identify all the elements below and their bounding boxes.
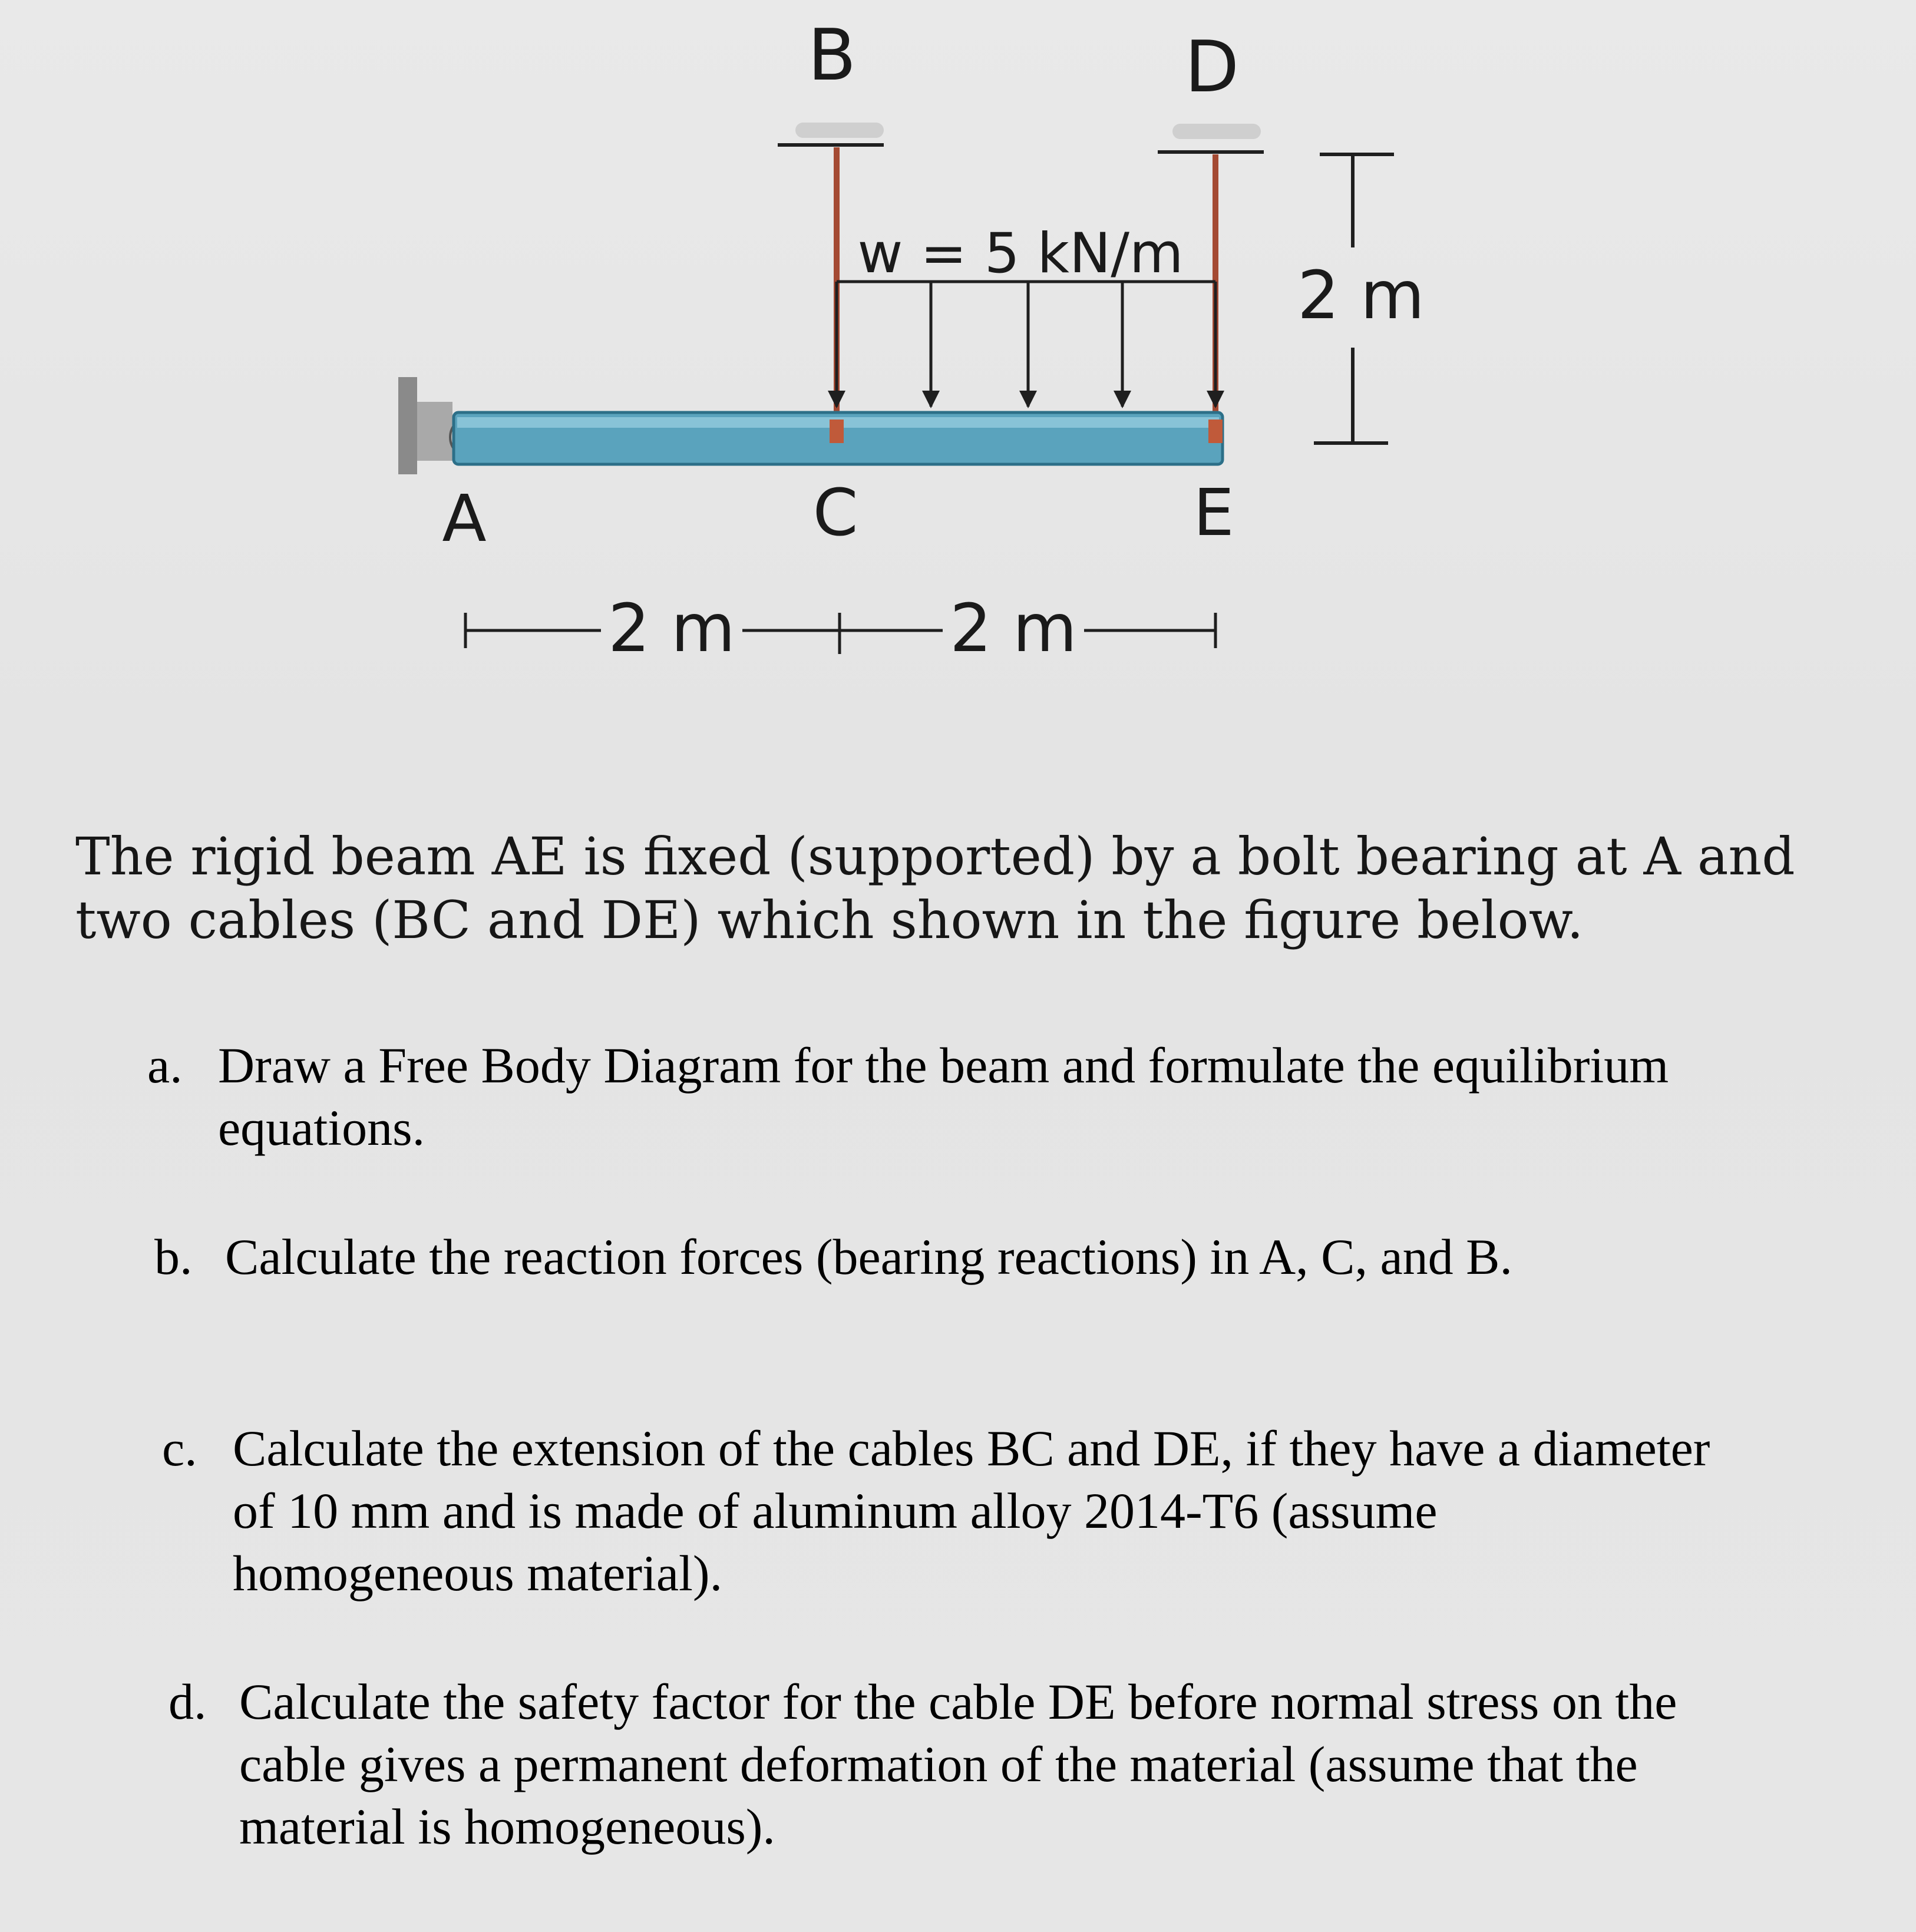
part-b-text: Calculate the reaction forces (bearing reactions) in A, C, and B. xyxy=(225,1228,1513,1285)
part-a xyxy=(147,1034,1679,1159)
part-a-letter: a. xyxy=(147,1037,183,1094)
span-dimension xyxy=(465,613,1215,654)
label-b: B xyxy=(807,15,857,97)
label-a: A xyxy=(442,481,487,556)
part-d-text: Calculate the safety factor for the cable DE before normal stress on the cable gives a permanent deformation of the material (assume that the material is homogeneous). xyxy=(239,1673,1677,1855)
label-d: D xyxy=(1184,27,1240,108)
part-a-text: Draw a Free Body Diagram for the beam and formulate the equilibrium equations. xyxy=(218,1037,1669,1156)
attachment-e xyxy=(1208,420,1223,443)
part-c-text: Calculate the extension of the cables BC and DE, if they have a diameter of 10 mm and is made of aluminum alloy 2014-T6 (assume homogeneous material). xyxy=(233,1420,1710,1601)
part-b-letter: b. xyxy=(154,1228,193,1285)
ceiling-support-b xyxy=(778,123,884,145)
distributed-load xyxy=(837,282,1215,407)
attachment-c xyxy=(830,420,844,443)
part-c-letter: c. xyxy=(162,1420,197,1477)
part-d-letter: d. xyxy=(169,1673,207,1730)
cable-length-label: 2 m xyxy=(1297,257,1425,334)
part-b xyxy=(154,1226,1804,1288)
problem-intro: The rigid beam AE is fixed (supported) by a bolt bearing at A and two cables (BC and DE) which shown in the figure below. xyxy=(75,826,1795,950)
label-e: E xyxy=(1193,475,1234,550)
problem-statement xyxy=(75,825,1843,952)
ceiling-support-d xyxy=(1158,124,1264,152)
span-ce-label: 2 m xyxy=(950,590,1077,667)
load-label: w = 5 kN/m xyxy=(857,222,1184,286)
span-ac-label: 2 m xyxy=(608,590,735,667)
beam-diagram xyxy=(0,0,1916,766)
part-d xyxy=(169,1670,1771,1858)
label-c: C xyxy=(812,475,858,550)
part-c xyxy=(162,1417,1717,1604)
